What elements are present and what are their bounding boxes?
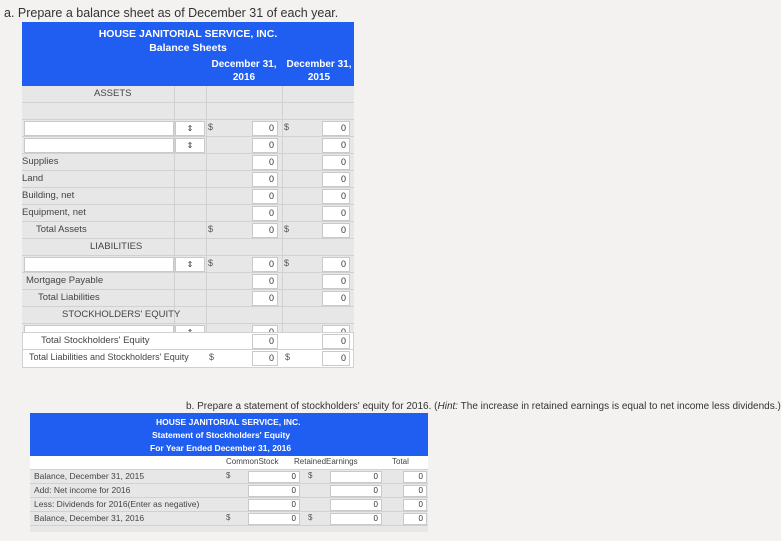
total-liabilities-2016[interactable]: 0 xyxy=(252,291,278,306)
column-header-2016: December 31, 2016 xyxy=(211,59,277,83)
company-name: HOUSE JANITORIAL SERVICE, INC. xyxy=(156,417,301,427)
total-equity-2015[interactable]: 0 xyxy=(322,334,350,349)
common-stock-input[interactable]: 0 xyxy=(248,499,300,511)
row-label: Land xyxy=(22,173,44,184)
account-select[interactable] xyxy=(24,121,174,136)
value-input-2015[interactable]: 0 xyxy=(322,274,350,289)
value-input-2015[interactable]: 0 xyxy=(322,257,350,272)
table-row xyxy=(22,273,354,290)
table-row: Total Assets $ 0 $ 0 xyxy=(22,222,354,239)
row-label: Total Assets xyxy=(36,224,87,235)
table-row xyxy=(22,137,354,154)
row-label: Balance, December 31, 2016 xyxy=(34,513,145,523)
retained-earnings-input[interactable]: 0 xyxy=(330,485,382,497)
account-select[interactable] xyxy=(24,257,174,272)
value-input-2016[interactable]: 0 xyxy=(252,257,278,272)
table-row xyxy=(22,103,354,120)
statement-title: Statement of Stockholders' Equity xyxy=(152,430,291,440)
table-row: ⇕ $ 0 $ 0 xyxy=(22,120,354,137)
column-header-2015: December 31, 2015 xyxy=(286,59,352,83)
common-stock-input[interactable]: 0 xyxy=(248,485,300,497)
equity-label: STOCKHOLDERS' EQUITY xyxy=(62,309,181,320)
total-assets-2015[interactable]: 0 xyxy=(322,223,350,238)
balance-sheet-table xyxy=(22,86,354,368)
dropdown-arrow-icon[interactable]: ⇕ xyxy=(175,138,205,153)
value-input-2015[interactable]: 0 xyxy=(322,206,350,221)
table-row: ⇕ $ 0 $ 0 xyxy=(22,256,354,273)
table-row xyxy=(30,484,428,498)
statement-title: Balance Sheets xyxy=(149,42,227,54)
value-input-2016[interactable]: 0 xyxy=(252,206,278,221)
total-input[interactable]: 0 xyxy=(403,499,427,511)
value-input-2016[interactable]: 0 xyxy=(252,274,278,289)
retained-earnings-input[interactable]: 0 xyxy=(330,513,382,525)
value-input-2016[interactable]: 0 xyxy=(252,189,278,204)
row-label: Add: Net income for 2016 xyxy=(34,485,131,495)
row-label: Building, net xyxy=(22,190,75,201)
company-name: HOUSE JANITORIAL SERVICE, INC. xyxy=(98,28,278,40)
table-row xyxy=(22,154,354,171)
value-input-2016[interactable]: 0 xyxy=(252,138,278,153)
table-row xyxy=(22,171,354,188)
row-label: Supplies xyxy=(22,156,59,167)
total-liab-equity-2015[interactable]: 0 xyxy=(322,351,350,366)
value-input-2015[interactable]: 0 xyxy=(322,155,350,170)
dropdown-arrow-icon[interactable]: ⇕ xyxy=(175,121,205,136)
statement-period: For Year Ended December 31, 2016 xyxy=(150,443,292,453)
equity-statement-header xyxy=(30,413,428,456)
balance-sheet-header xyxy=(22,22,354,86)
question-b-prompt: b. Prepare a statement of stockholders' equity for 2016. (Hint: The increase in retained earnings is equal to net income less dividends.) xyxy=(186,401,781,412)
equity-totals xyxy=(22,332,354,368)
common-stock-input[interactable]: 0 xyxy=(248,471,300,483)
value-input-2016[interactable]: 0 xyxy=(252,155,278,170)
column-header-retained-earnings: RetainedEarnings xyxy=(294,457,358,466)
value-input-2015[interactable]: 0 xyxy=(322,138,350,153)
table-row xyxy=(22,205,354,222)
total-input[interactable]: 0 xyxy=(403,471,427,483)
section-header-assets xyxy=(22,86,354,103)
table-row xyxy=(22,290,354,307)
table-row xyxy=(22,188,354,205)
table-row: Balance, December 31, 2016 $ 0 $ 0 0 xyxy=(30,512,428,526)
total-input[interactable]: 0 xyxy=(403,513,427,525)
retained-earnings-input[interactable]: 0 xyxy=(330,499,382,511)
section-header-equity xyxy=(22,307,354,324)
table-row xyxy=(30,498,428,512)
row-label: Less: Dividends for 2016(Enter as negative) xyxy=(34,499,200,509)
value-input-2015[interactable]: 0 xyxy=(322,189,350,204)
row-label: Balance, December 31, 2015 xyxy=(34,471,145,481)
common-stock-input[interactable]: 0 xyxy=(248,513,300,525)
total-liabilities-2015[interactable]: 0 xyxy=(322,291,350,306)
section-header-liabilities xyxy=(22,239,354,256)
total-assets-2016[interactable]: 0 xyxy=(252,223,278,238)
value-input-2016[interactable]: 0 xyxy=(252,121,278,136)
row-label: Total Stockholders' Equity xyxy=(41,335,150,346)
total-liab-equity-2016[interactable]: 0 xyxy=(252,351,278,366)
value-input-2016[interactable]: 0 xyxy=(252,172,278,187)
row-label: Total Liabilities xyxy=(38,292,100,303)
row-label: Total Liabilities and Stockholders' Equity xyxy=(29,352,189,362)
equity-statement-table xyxy=(30,456,428,532)
assets-label: ASSETS xyxy=(94,88,132,99)
table-row xyxy=(23,333,353,350)
table-row: Total Liabilities and Stockholders' Equity $ 0 $ 0 xyxy=(23,350,353,367)
column-header-common-stock: CommonStock xyxy=(226,457,279,466)
column-header-total: Total xyxy=(392,457,409,466)
total-input[interactable]: 0 xyxy=(403,485,427,497)
column-header-row xyxy=(30,456,428,470)
retained-earnings-input[interactable]: 0 xyxy=(330,471,382,483)
dropdown-arrow-icon[interactable]: ⇕ xyxy=(175,257,205,272)
liabilities-label: LIABILITIES xyxy=(90,241,143,252)
table-row: Balance, December 31, 2015 $ 0 $ 0 0 xyxy=(30,470,428,484)
row-label: Mortgage Payable xyxy=(26,275,104,286)
account-select[interactable] xyxy=(24,138,174,153)
value-input-2015[interactable]: 0 xyxy=(322,121,350,136)
value-input-2015[interactable]: 0 xyxy=(322,172,350,187)
total-equity-2016[interactable]: 0 xyxy=(252,334,278,349)
question-a-prompt: a. Prepare a balance sheet as of December 31 of each year. xyxy=(4,6,339,20)
row-label: Equipment, net xyxy=(22,207,86,218)
